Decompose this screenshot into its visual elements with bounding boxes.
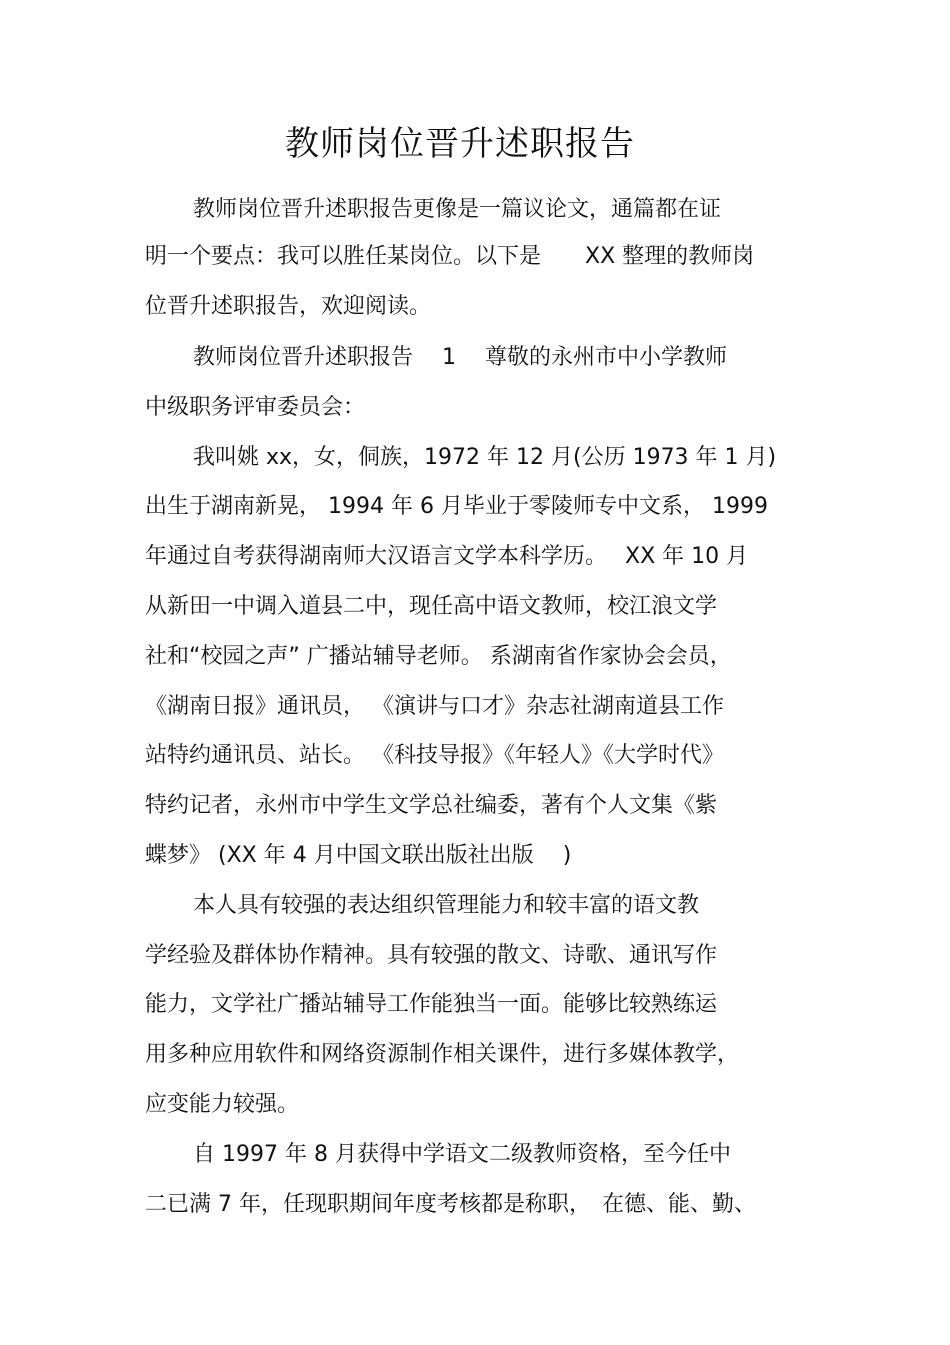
text-line: 明一个要点：我可以胜任某岗位。以下是 XX 整理的教师岗 [145, 244, 755, 269]
text-line: 能力，文学社广播站辅导工作能独当一面。能够比较熟练运 [145, 992, 718, 1017]
text-line: 位晋升述职报告，欢迎阅读。 [145, 294, 432, 319]
text-line: 年通过自考获得湖南师大汉语言文学本科学历。 XX 年 10 月 [145, 544, 749, 569]
document-title: 教师岗位晋升述职报告 [285, 124, 635, 164]
text-line: 教师岗位晋升述职报告更像是一篇议论文，通篇都在证 [193, 197, 722, 222]
text-line: 应变能力较强。 [145, 1092, 300, 1117]
text-line: 我叫姚 xx，女，侗族，1972 年 12 月(公历 1973 年 1 月) [193, 445, 777, 470]
text-line: 本人具有较强的表达组织管理能力和较丰富的语文教 [193, 893, 700, 918]
text-line: 从新田一中调入道县二中，现任高中语文教师，校江浪文学 [145, 594, 718, 619]
text-line: 蝶梦》 (XX 年 4 月中国文联出版社出版 ) [145, 843, 572, 868]
text-line: 自 1997 年 8 月获得中学语文二级教师资格，至今任中 [193, 1142, 731, 1167]
text-line: 中级职务评审委员会： [145, 395, 366, 420]
text-line: 社和“校园之声” 广播站辅导老师。 系湖南省作家协会会员， [145, 644, 732, 669]
text-line: 教师岗位晋升述职报告 1 尊敬的永州市中小学教师 [193, 345, 727, 370]
text-line: 出生于湖南新晃， 1994 年 6 月毕业于零陵师专中文系， 1999 [145, 494, 768, 519]
text-line: 站特约通讯员、站长。 《科技导报》《年轻人》《大学时代》 [145, 743, 724, 768]
text-line: 用多种应用软件和网络资源制作相关课件，进行多媒体教学， [145, 1042, 740, 1067]
text-line: 学经验及群体协作精神。具有较强的散文、诗歌、通讯写作 [145, 943, 718, 968]
text-line: 《湖南日报》通讯员， 《演讲与口才》杂志社湖南道县工作 [145, 694, 724, 719]
text-line: 特约记者，永州市中学生文学总社编委，著有个人文集《紫 [145, 793, 718, 818]
text-line: 二已满 7 年，任现职期间年度考核都是称职， 在德、能、勤、 [145, 1192, 756, 1217]
